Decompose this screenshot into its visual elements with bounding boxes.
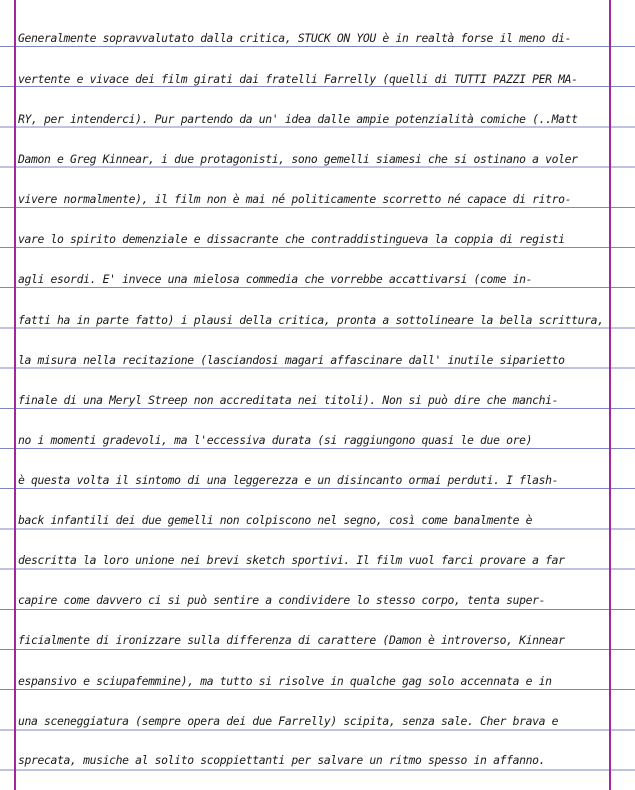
handwritten-text-block [18,0,608,790]
text-line-16: ficialmente di ironizzare sulla differenza di carattere (Damon è introverso, Kinnear [18,633,565,647]
text-line-4: Damon e Greg Kinnear, i due protagonisti, sono gemelli siamesi che si ostinano a voler [18,152,578,166]
text-line-8: fatti ha in parte fatto) i plausi della critica, pronta a sottolineare la bella scrittura, [18,313,604,327]
text-line-18: una sceneggiatura (sempre opera dei due Farrelly) scipita, senza sale. Cher brava e [18,714,559,728]
text-line-15: capire come davvero ci si può sentire a condividere lo stesso corpo, tenta super- [18,593,546,607]
text-line-10: finale di una Meryl Streep non accreditata nei titoli). Non si può dire che manchi- [18,393,559,407]
text-line-19: sprecata, musiche al solito scoppiettanti per salvare un ritmo spesso in affanno. [18,753,546,767]
text-line-11: no i momenti gradevoli, ma l'eccessiva durata (si raggiungono quasi le due ore) [18,433,533,447]
text-line-14: descritta la loro unione nei brevi sketch sportivi. Il film vuol farci provare a far [18,553,565,567]
text-line-1: Generalmente sopravvalutato dalla critica, STUCK ON YOU è in realtà forse il meno di- [18,31,572,45]
text-line-5: vivere normalmente), il film non è mai né politicamente scorretto né capace di ritro- [18,192,572,206]
left-margin-line [14,0,16,790]
text-line-6: vare lo spirito demenziale e dissacrante che contraddistingueva la coppia di registi [18,232,565,246]
text-line-13: back infantili dei due gemelli non colpiscono nel segno, così come banalmente è [18,513,533,527]
text-line-9: la misura nella recitazione (lasciandosi magari affascinare dall' inutile siparietto [18,353,565,367]
right-margin-line [609,0,611,790]
text-line-2: vertente e vivace dei film girati dai fratelli Farrelly (quelli di TUTTI PAZZI PER MA- [18,72,578,86]
text-line-7: agli esordi. E' invece una mielosa commedia che vorrebbe accattivarsi (come in- [18,272,533,286]
text-line-12: è questa volta il sintomo di una leggerezza e un disincanto ormai perduti. I flash- [18,473,559,487]
text-line-17: espansivo e sciupafemmine), ma tutto si risolve in qualche gag solo accennata e in [18,674,552,688]
text-line-3: RY, per intenderci). Pur partendo da un' idea dalle ampie potenzialità comiche (..Matt [18,112,578,126]
